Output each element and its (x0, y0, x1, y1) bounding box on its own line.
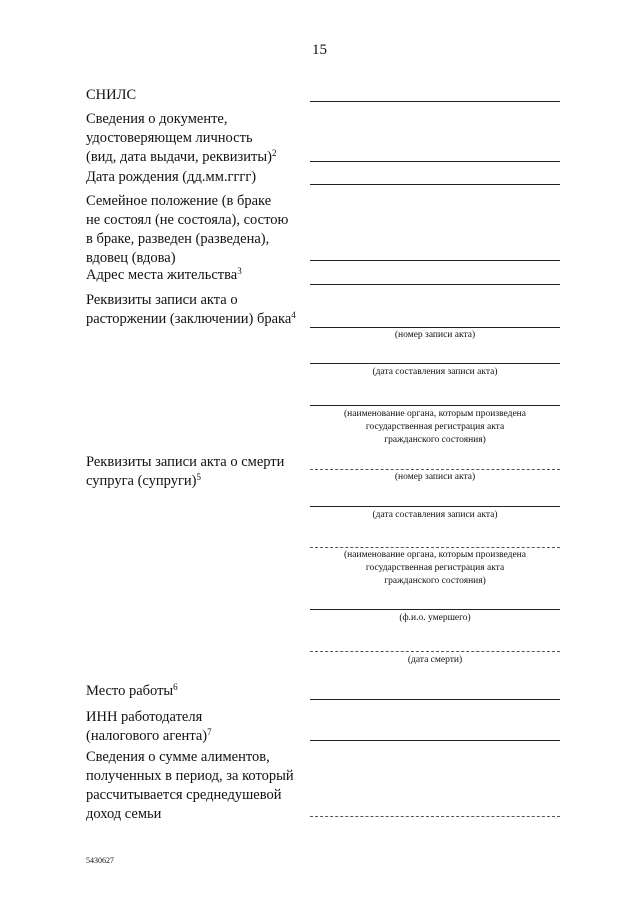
death-record-date-caption: (дата составления записи акта) (372, 510, 498, 520)
snils-label: СНИЛС (86, 87, 137, 103)
deceased-fio-line[interactable] (310, 609, 560, 610)
footnote-ref: 4 (291, 310, 296, 320)
footnote-ref: 6 (173, 682, 178, 692)
death-date-caption: (дата смерти) (407, 655, 463, 665)
birth-date-label: Дата рождения (дд.мм.гггг) (86, 169, 257, 185)
footer-document-code: 5430627 (86, 856, 114, 865)
snils-input-line[interactable] (310, 101, 560, 102)
id-document-input-line[interactable] (310, 161, 560, 162)
divorce-record-number-caption: (номер записи акта) (394, 330, 476, 340)
alimony-label: Сведения о сумме алиментов, полученных в период, за который рассчитывается среднедушевой доход семьи (86, 749, 294, 822)
alimony-input-line[interactable] (310, 816, 560, 817)
divorce-record-date-line[interactable] (310, 363, 560, 364)
residence-address-label: Адрес места жительства$^3$ (86, 266, 242, 283)
divorce-record-number-line[interactable] (310, 327, 560, 328)
marital-status-label: Семейное положение (в браке не состоял (не состояла), состою в браке, разведен (разведена), вдовец (вдова) (86, 193, 289, 266)
employer-inn-input-line[interactable] (310, 740, 560, 741)
employer-inn-label: ИНН работодателя (налогового агента)$^7$ (86, 709, 212, 744)
divorce-record-org-line[interactable] (310, 405, 560, 406)
footnote-ref: 3 (237, 266, 242, 276)
death-record-org-caption: (наименование органа, которым произведена государственная регистрация акта гражданского состояния) (344, 550, 526, 586)
death-record-number-caption: (номер записи акта) (394, 472, 476, 482)
divorce-record-date-caption: (дата составления записи акта) (372, 367, 498, 377)
workplace-input-line[interactable] (310, 699, 560, 700)
footnote-ref: 5 (196, 472, 201, 482)
death-record-date-line[interactable] (310, 506, 560, 507)
divorce-record-org-caption: (наименование органа, которым произведена государственная регистрация акта гражданского состояния) (344, 409, 526, 445)
death-date-line[interactable] (310, 651, 560, 652)
divorce-record-label: Реквизиты записи акта о расторжении (заключении) брака$^4$ (86, 292, 296, 327)
birth-date-input-line[interactable] (310, 184, 560, 185)
page-number: 15 (312, 42, 327, 58)
footnote-ref: 2 (271, 148, 277, 158)
death-record-number-line[interactable] (310, 469, 560, 470)
death-record-label: Реквизиты записи акта о смерти супруга (супруги)$^5$ (86, 454, 285, 489)
id-document-label: Сведения о документе, удостоверяющем личность (вид, дата выдачи, реквизиты)$^2$ (86, 111, 277, 165)
footnote-ref: 7 (207, 727, 212, 737)
residence-address-input-line[interactable] (310, 284, 560, 285)
deceased-fio-caption: (ф.и.о. умершего) (399, 613, 471, 623)
marital-status-input-line[interactable] (310, 260, 560, 261)
workplace-label: Место работы$^6$ (86, 682, 178, 699)
death-record-org-line[interactable] (310, 547, 560, 548)
